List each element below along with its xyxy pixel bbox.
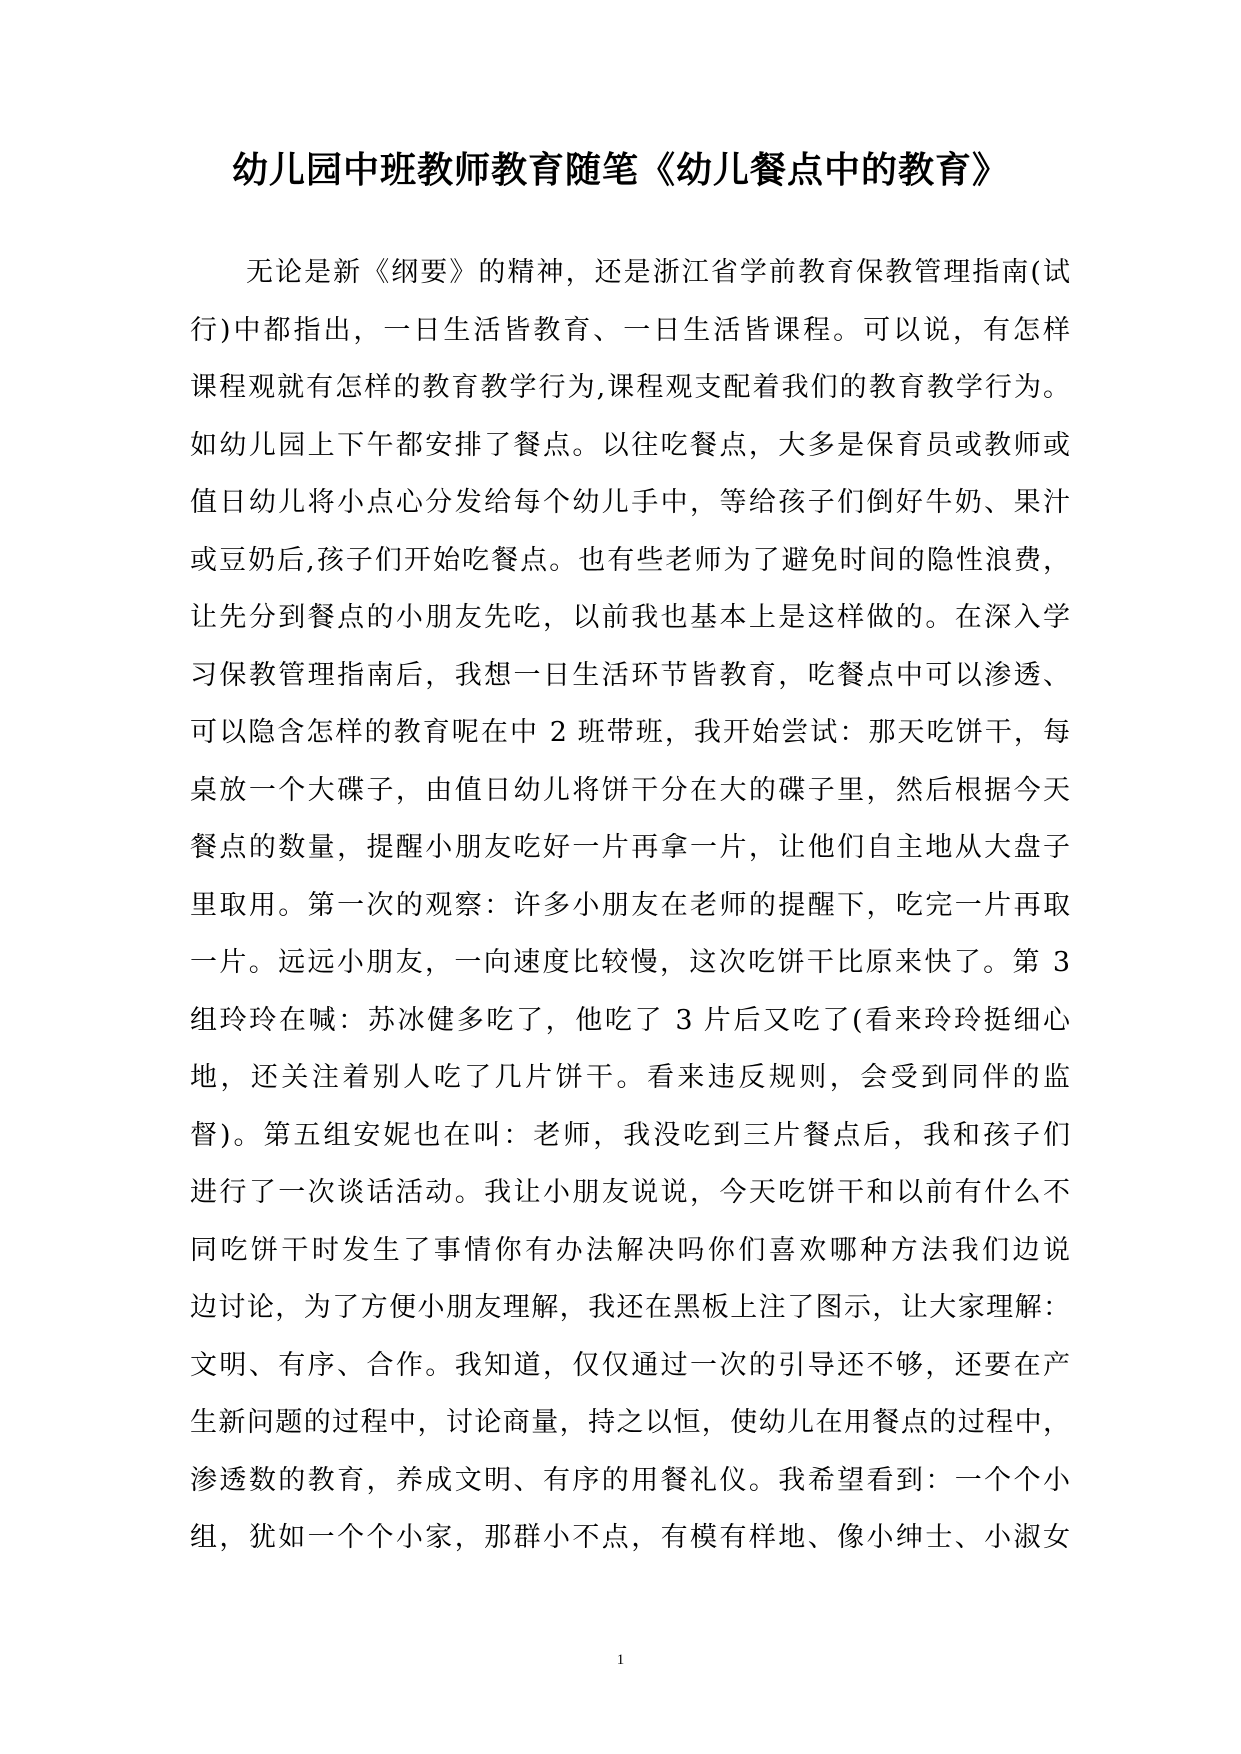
paragraph-line: 督)。第五组安妮也在叫：老师，我没吃到三片餐点后，我和孩子们	[190, 1119, 1070, 1151]
paragraph-line: 里取用。第一次的观察：许多小朋友在老师的提醒下，吃完一片再取	[190, 889, 1070, 921]
paragraph-line: 渗透数的教育，养成文明、有序的用餐礼仪。我希望看到：一个个小	[190, 1464, 1070, 1496]
paragraph-line: 如幼儿园上下午都安排了餐点。以往吃餐点，大多是保育员或教师或	[190, 429, 1070, 461]
paragraph-line: 让先分到餐点的小朋友先吃，以前我也基本上是这样做的。在深入学	[190, 602, 1070, 633]
document-title: 幼儿园中班教师教育随笔《幼儿餐点中的教育》	[231, 149, 1009, 191]
paragraph-line: 进行了一次谈话活动。我让小朋友说说，今天吃饼干和以前有什么不	[190, 1177, 1070, 1208]
paragraph-line: 或豆奶后,孩子们开始吃餐点。也有些老师为了避免时间的隐性浪费，	[190, 544, 1070, 576]
paragraph-line: 值日幼儿将小点心分发给每个幼儿手中，等给孩子们倒好牛奶、果汁	[190, 487, 1070, 518]
paragraph-line: 生新问题的过程中，讨论商量，持之以恒，使幼儿在用餐点的过程中，	[190, 1407, 1070, 1438]
paragraph-line: 桌放一个大碟子，由值日幼儿将饼干分在大的碟子里，然后根据今天	[190, 774, 1070, 806]
paragraph-line: 课程观就有怎样的教育教学行为,课程观支配着我们的教育教学行为。	[190, 372, 1070, 403]
paragraph-line: 无论是新《纲要》的精神，还是浙江省学前教育保教管理指南(试	[246, 257, 1070, 288]
body-paragraph	[190, 244, 1070, 1567]
paragraph-line: 餐点的数量，提醒小朋友吃好一片再拿一片，让他们自主地从大盘子	[190, 832, 1070, 863]
paragraph-line: 行)中都指出，一日生活皆教育、一日生活皆课程。可以说，有怎样	[190, 314, 1070, 346]
paragraph-line: 边讨论，为了方便小朋友理解，我还在黑板上注了图示，让大家理解：	[190, 1292, 1070, 1323]
paragraph-line: 可以隐含怎样的教育呢在中 2 班带班，我开始尝试：那天吃饼干，每	[190, 717, 1070, 748]
paragraph-line: 组玲玲在喊：苏冰健多吃了，他吃了 3 片后又吃了(看来玲玲挺细心	[190, 1004, 1070, 1036]
paragraph-line: 一片。远远小朋友，一向速度比较慢，这次吃饼干比原来快了。第 3	[190, 947, 1070, 978]
paragraph-line: 组，犹如一个个小家，那群小不点，有模有样地、像小绅士、小淑女	[190, 1522, 1070, 1553]
page-number: 1	[616, 1652, 625, 1668]
paragraph-line: 习保教管理指南后，我想一日生活环节皆教育，吃餐点中可以渗透、	[190, 659, 1070, 691]
paragraph-line: 同吃饼干时发生了事情你有办法解决吗你们喜欢哪种方法我们边说	[190, 1234, 1070, 1266]
paragraph-line: 地，还关注着别人吃了几片饼干。看来违反规则，会受到同伴的监	[190, 1062, 1070, 1093]
paragraph-line: 文明、有序、合作。我知道，仅仅通过一次的引导还不够，还要在产	[190, 1349, 1070, 1381]
